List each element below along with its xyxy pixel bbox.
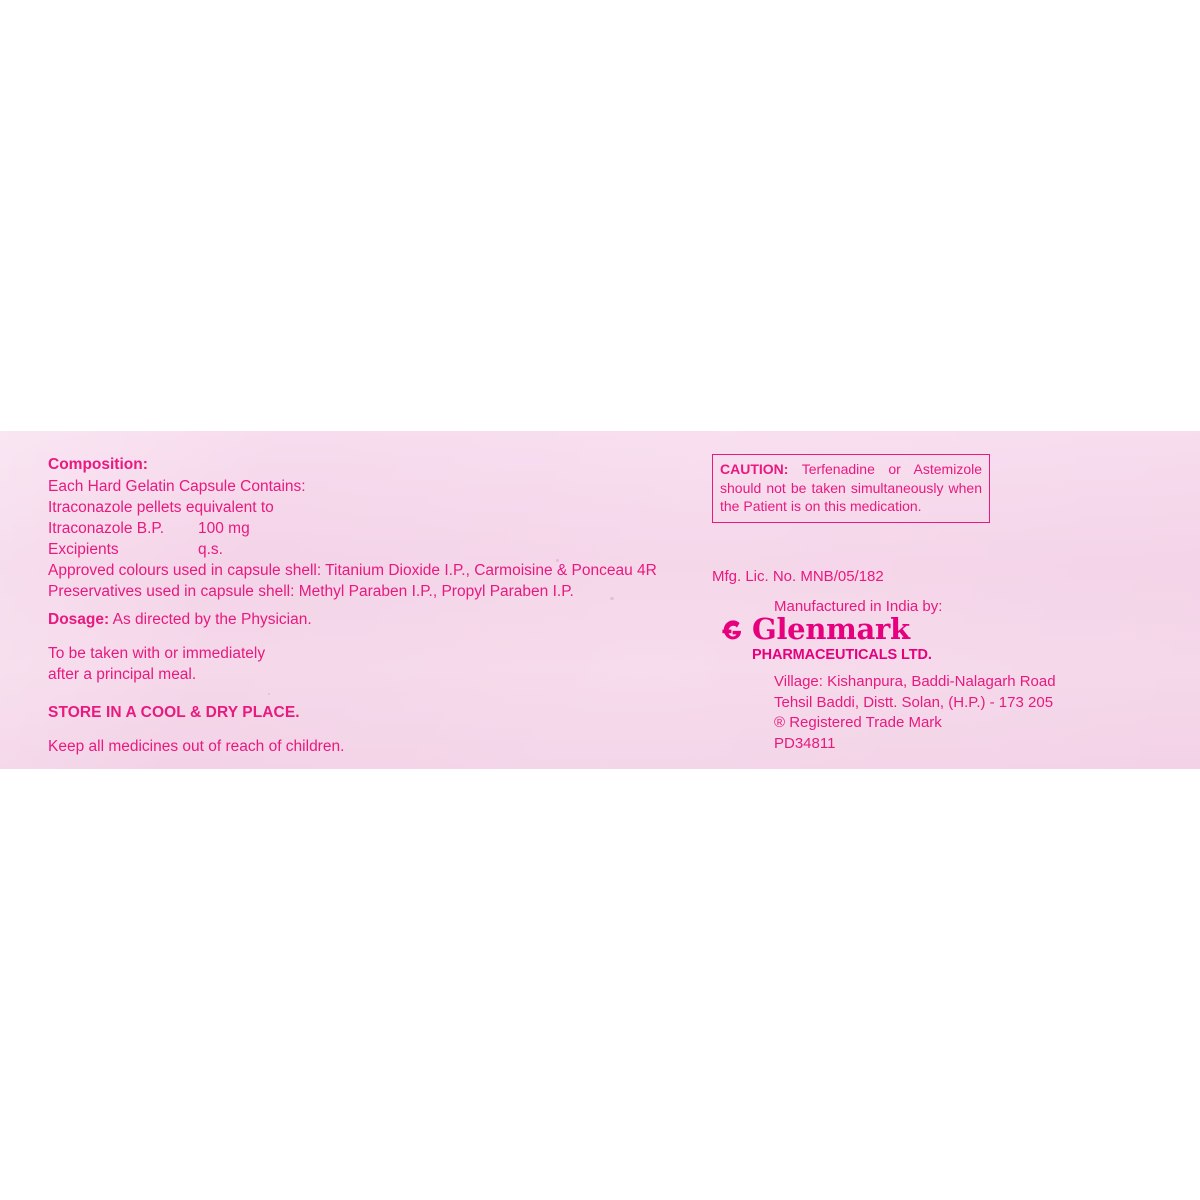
glenmark-wordmark-group bbox=[752, 614, 932, 665]
caution-box bbox=[712, 454, 990, 523]
glenmark-name: Glenmark bbox=[752, 612, 910, 646]
dosage-label: Dosage: bbox=[48, 611, 110, 628]
excipients-amount: q.s. bbox=[198, 541, 223, 558]
glenmark-g-icon bbox=[718, 617, 748, 647]
carton-pink-panel bbox=[0, 431, 1200, 769]
caution-label: CAUTION: bbox=[720, 461, 789, 477]
dosage-text: As directed by the Physician. bbox=[112, 611, 312, 628]
ingredient-amount: 100 mg bbox=[198, 520, 250, 537]
excipients-row bbox=[48, 539, 688, 560]
keep-away-from-children: Keep all medicines out of reach of children. bbox=[48, 738, 345, 755]
ingredient-row bbox=[48, 518, 688, 539]
approved-colours-line: Approved colours used in capsule shell: Titanium Dioxide I.P., Carmoisine & Ponceau 4R bbox=[48, 562, 657, 579]
caution-text-wrap bbox=[720, 460, 982, 516]
meal-note-line-2: after a principal meal. bbox=[48, 666, 197, 683]
dosage-row bbox=[48, 609, 688, 630]
storage-warning: STORE IN A COOL & DRY PLACE. bbox=[48, 704, 300, 721]
composition-heading: Composition: bbox=[48, 456, 148, 473]
excipients-name: Excipients bbox=[48, 541, 119, 558]
composition-line-2: Itraconazole pellets equivalent to bbox=[48, 499, 274, 516]
registered-trade-mark: ® Registered Trade Mark bbox=[774, 714, 942, 731]
caution-text: Terfenadine or Astemizole should not be taken simultaneously when the Patient is on this medication. bbox=[720, 461, 982, 514]
pack-code: PD34811 bbox=[774, 734, 836, 752]
composition-line-1: Each Hard Gelatin Capsule Contains: bbox=[48, 478, 306, 495]
composition-block bbox=[48, 454, 688, 757]
address-line-2: Tehsil Baddi, Distt. Solan, (H.P.) - 173 205 bbox=[774, 693, 1054, 711]
mfg-licence-number: Mfg. Lic. No. MNB/05/182 bbox=[712, 568, 884, 585]
meal-note-line-1: To be taken with or immediately bbox=[48, 645, 266, 662]
glenmark-subtitle: PHARMACEUTICALS LTD. bbox=[752, 647, 932, 663]
glenmark-logo bbox=[718, 614, 932, 665]
manufacturer-address bbox=[774, 672, 1056, 754]
ingredient-name: Itraconazole B.P. bbox=[48, 520, 165, 537]
address-line-1: Village: Kishanpura, Baddi-Nalagarh Road bbox=[774, 673, 1056, 690]
preservatives-line: Preservatives used in capsule shell: Methyl Paraben I.P., Propyl Paraben I.P. bbox=[48, 583, 574, 600]
manufactured-in-india-by: Manufactured in India by: bbox=[774, 598, 943, 615]
